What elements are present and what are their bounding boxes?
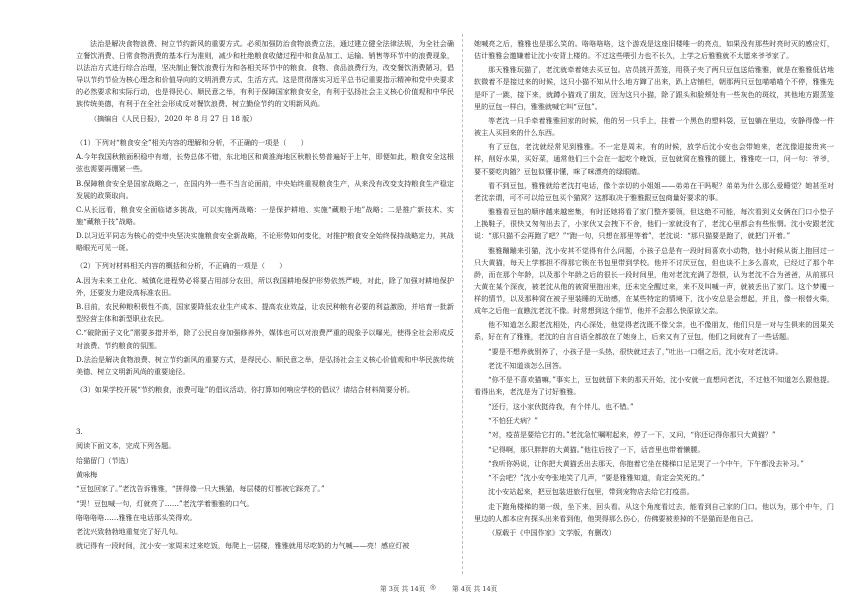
- story-paragraph: 咯咯咯咯……雅雅在电话那头笑得欢。: [76, 512, 197, 522]
- story-paragraph: 雅雅看豆包的顺序越来越密集，有时还她将看了家门整齐要领，但这绝不可能，每次看到义女俩在门口小垫子上换鞋子，很快又匆匆出去了，小家伙又会拽下不舍，他们一家就没有了，老沈心里都会有些怅惘。沈小安跟老沈说：“那只猫不会再跑了吧？”“跑一句，只想在那里等着”，老沈说：“那只猫要是跑了，就把门开着。”: [474, 207, 834, 241]
- story-paragraph: 有了豆包，老沈就经常见到雅雅。不一定是周末，有的时候，放学后沈小安也会带她来，老沈像迎接贵宾一样，削好水果，买好菜，通常他们三个会在一起吃个晚饭，豆包就窝在雅雅的腿上，雅雅吃一口，问一句：爷爷，要不要吃肉随？豆包似懂非懂，咪了咪漂亮的绿眼睛。: [474, 142, 834, 176]
- story-paragraph: “要是不想养就别养了，小孩子是一头热，很快就过去了，”吐出一口烟之后，沈小安对老沈讲。: [488, 346, 783, 356]
- story-paragraph: “哭！豆包喊一句，灯就亮了……”老沈学着雅雅的口气。: [76, 498, 254, 508]
- binding-dot-icon: ◎: [430, 583, 436, 591]
- question-1-option-a: A.今年我国秋粮面积稳中有增，长势总体不错，东北地区和黄淮海地区秋粮长势普遍好于上年，即便如此，粮食安全这根弦也需要再绷紧一些。: [76, 152, 454, 174]
- right-page-column: [474, 38, 834, 541]
- question-2-stem: （2）下列对材料相关内容的概括和分析，不正确的一项是（ ）: [76, 261, 287, 271]
- story-paragraph: 她喊亮之后，雅雅也是那么笑的。咯咯咯咯，这个游戏是这座旧楼唯一的亮点，如果没有那些时亮时灭的感应灯，估计雅雅会邀嫌着让沈小安背上楼的。不过这些喂引力也不长久，上学之后雅雅就不太愿来爷爷家了。: [474, 39, 834, 61]
- question-2-option-b: B.目前，农民种粮积极性不高，国家要降低农业生产成本、提高农业效益，让农民种粮有必要的利益激励，并培育一批新型经营主体和新型职业农民。: [76, 302, 454, 324]
- question-2-option-c: C.“破除面子文化”需要多措并举，除了公民自身加强修养外，媒体也可以对浪费严重的现象予以曝光，使得全社会形成反对浪费、节约粮食的氛围。: [76, 328, 454, 350]
- story-paragraph: “不怕狂犬病？”: [488, 415, 538, 425]
- reading-instruction: 阅读下面文本，完成下列各题。: [76, 441, 176, 451]
- question-1-option-d: D.以习近平同志为核心的党中央坚决实施粮食安全新战略，不论形势如何变化，对推护粮食安全始终保持战略定力，其战略眼光可见一斑。: [76, 231, 454, 253]
- source-note: （原载于《中国作家》文学版，有删改）: [488, 528, 616, 538]
- passage-paragraph: 法治是解决食物浪费、树立节约新风的重要方式。必须加强防治食物浪费立法，通过建立健全法律法规，为全社会确立餐饮消费、日常食物消费的基本行为准则，减少和杜绝粮食收储过程中和食品加工、运输、销售等环节中的浪费现象，以法治方式进行综合治理，坚决制止餐饮浪费行为和各相关环节中的粮食、食物、食品浪费行为，改变餐饮消费陋习，倡导以节约节俭为核心理念和价值导向的文明消费方式、生活方式。这是贯彻落实习近平总书记重要指示精神和党中央要求的必然要求和实际行动，也是得民心、顺民意之举，有利于保障国家粮食安全，有利于弘扬社会主义核心价值观和中华民族传统美德，有利于在全社会形成反对餐饮浪费、树立勤俭节约的文明新风尚。: [76, 39, 454, 109]
- question-3-stem: （3）如果学校开展“节约粮食，浪费可耻”的倡议活动，你打算如何响应学校的倡议？请结合材料简要分析。: [76, 385, 415, 395]
- story-paragraph: “你不是不喜欢猫嘛，”事实上，豆包就留下来的那天开始，沈小安就一直想问老沈，不过他不知道怎么跟他提。看得出来，老沈是为了讨好雅雅。: [474, 375, 834, 397]
- story-paragraph: “记得啊，那只胖胖的大黄猫。”他往后按了一下，话音里也带着懒腰。: [488, 444, 705, 454]
- story-paragraph: 老沈不知道该怎么回答。: [488, 361, 567, 371]
- page-number-right: 第 4页 共 14页: [452, 585, 498, 593]
- page-number-left: 第 3页 共 14页: [380, 585, 426, 593]
- story-paragraph: 看不到豆包，雅雅就给老沈打电话，像个亲切的小姐姐——弟弟在干吗呢？弟弟为什么那么爱睡觉？她甚至对老沈亲谓，可不可以给豆包买个猫窝？这都取决于雅雅跟豆包商量好要求的事。: [474, 180, 834, 202]
- story-paragraph: 那天雅雅玩猫了，老沈就牵着她去买豆包。店员挑开蒸笼，用筷子夹了两只豆包送给雅雅，就是在雅雅低估地软微着不是接过来的时候，这只小猫不知从什么地方蹿了出来，趴上店铺栏，朝那两只豆包喵喵喵个不停，雅雅先是吓了一跳，接下来，就蹲小猫戏了朋友，因为这只小猫，除了跟头和脸颊处有一些灰色的斑纹，其他地方跟蒸笼里的豆包一样白，雅雅就喊它叫“豆包”。: [474, 65, 834, 111]
- page-divider: [462, 34, 463, 574]
- story-paragraph: “对，疫苗是要给它打的。”老沈急忙嘱咐起来，停了一下，又问，“你还记得你那只大黄猫？”: [488, 430, 776, 440]
- story-paragraph: “还行，这小家伙挺待我，有个伴儿，也不错。”: [488, 401, 634, 411]
- question-2-option-a: A.因为未来工业化、城镇化进程势必将要占用部分农田，所以我国耕地保护形势依然严峻，对此，除了加强对耕地保护外，还要发力建设高标准农田。: [76, 275, 454, 297]
- story-paragraph: 雅雅蹦蹦来引猫，沈小安其不觉得有什么问题，小孩子总是有一段时间喜欢小动物，他小时候从街上抱回过一只大黄猫，每天上学都担不得那它锁在书包里带到学校。他并不讨厌豆包，但也谈不上多么喜欢，已经过了那个年龄，而在那个年龄，以及那个年龄之后的很长一段时间里，他对老沈充满了怨恨，认为老沈不合为爸爸，从前那只大黄在某个深夜，被老沈从他的被窝里抱出来，还未完全醒过来，来不及叫喊一声，就被丢出了家门。这个梦魇一样的情节，以及那种窝在被子里装睡的无助感，在某些特定的情境下，沈小安总是会想起，并且，像一根替火柴，成年之后他一直瞧沈老沈不像。时常想到这个细节，他并不会那么快原谅父亲。: [474, 245, 834, 316]
- story-paragraph: “我听你妈说，让你把大黄猫丢出去那天，你抱着它坐在楼梯口足足哭了一个中午，下午都没去补习。”: [488, 458, 804, 468]
- story-paragraph: 等老沈一只手牵着雅雅回家的时候，他的另一只手上，挂着一个黑色的塑料袋，豆包躺在里边，安静得像一件被主人买回来的什么东西。: [474, 115, 834, 138]
- story-paragraph: 沈小安站起来，把豆包装进旅行包里，带到宠物店去给它打疫苗。: [488, 487, 694, 497]
- story-author: 黄咏梅: [76, 469, 98, 479]
- question-1-option-c: C.从长远看，粮食安全面临诸多挑战，可以实施两战略：一是保护耕地、实施“藏粮于地”战略；二是推广新技术、实施“藏粮于技”战略。: [76, 204, 454, 226]
- story-paragraph: 老沈兴致勃勃地重复完了好几句。: [76, 527, 183, 537]
- story-paragraph: 走下跑角楼梯的第一级，坐下来，回头看。从这个角度看过去，能看到自己家的门口。他以为，那个中午，门里边的人都本应有探头出来看到他，他哭得那么伤心，仿佛要被差掉的不是猫而是他自己。: [474, 501, 834, 523]
- question-2-option-d: D.法治是解决食物浪费、树立节约新风的重要方式，是得民心、顺民意之举，是弘扬社会主义核心价值观和中华民族传统美德、树立文明新风尚的重要途径。: [76, 354, 454, 376]
- story-paragraph: “豆包回家了。”老沈告诉雅雅，“拼得像一只大熊猫，每层楼的灯都被它踩亮了。”: [76, 484, 325, 494]
- story-paragraph: 就记得有一段时间，沈小安一家周末过来吃饭，每爬上一层楼，雅雅就用尽吃奶的力气喊——亮！感应灯被: [76, 541, 410, 551]
- story-paragraph: 他不知道怎么跟老沈相处，内心深处，他觉得老沈既不像父亲，也不像朋友，他们只是一对与生俱来的因果关系，好在有了雅雅，老沈的自言自语全都放在了她身上，后来又有了豆包，他们之间就有了一些话题。: [474, 320, 834, 342]
- story-title: 给猫留门（节选）: [76, 455, 133, 465]
- source-note: （摘编自《人民日报》，2020 年 8 月 27 日 18 版）: [90, 113, 257, 123]
- question-number: 3.: [76, 427, 83, 437]
- left-page-column: [76, 38, 454, 555]
- question-1-stem: （1）下列对“粮食安全”相关内容的理解和分析，不正确的一项是（ ）: [76, 137, 308, 147]
- story-paragraph: “不会吧？”沈小安夸张地笑了几声，“要是雅雅知道，肯定会笑死的。”: [488, 473, 705, 483]
- question-1-option-b: B.保障粮食安全是国家战略之一，在国内外一些不当言论面前，中央始终重视粮食生产，从来没有改变支持粮食生产稳定发展的政策取向。: [76, 178, 454, 200]
